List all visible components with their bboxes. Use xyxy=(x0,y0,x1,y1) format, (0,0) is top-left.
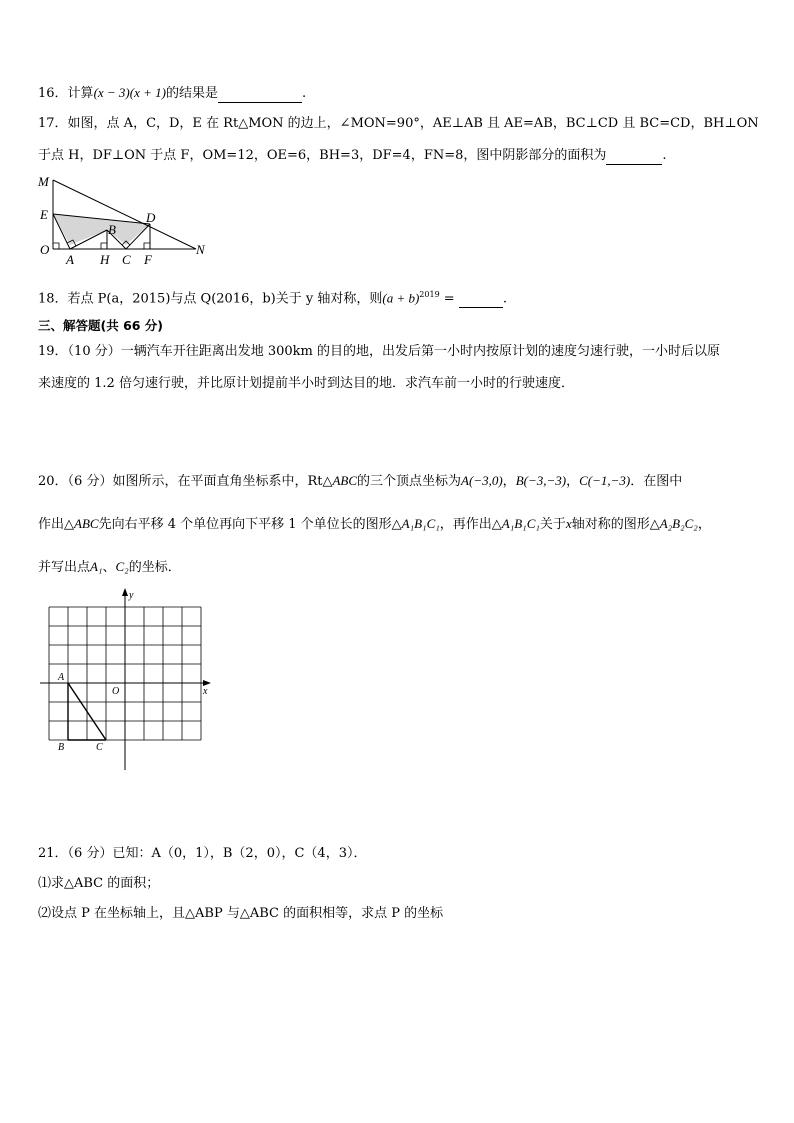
label-B: B xyxy=(108,222,116,237)
label-M: M xyxy=(38,174,49,189)
label-D: D xyxy=(146,210,156,225)
question-17-line2: 于点 H，DF⊥ON 于点 F，OM=12，OE=6，BH=3，DF=4，FN=8，图中阴影部分的面积为 . xyxy=(38,148,667,163)
question-21-line3: ⑵设点 P 在坐标轴上，且△ABP 与△ABC 的面积相等，求点 P 的坐标 xyxy=(38,906,444,921)
label-E: E xyxy=(40,207,48,222)
figure-20-grid xyxy=(36,586,216,772)
figure-17 xyxy=(36,172,216,266)
label-A: A xyxy=(66,252,74,266)
question-19-line1: 19．（10 分）一辆汽车开往距离出发地 300km 的目的地，出发后第一小时内按原计划的速度匀速行驶，一小时后以原 xyxy=(38,344,720,359)
question-20-line3: 并写出点A₁、C₂的坐标． xyxy=(38,559,181,575)
question-19-line2: 来速度的 1.2 倍匀速行驶，并比原计划提前半小时到达目的地．求汽车前一小时的行驶速度． xyxy=(38,376,574,391)
answer-blank[interactable] xyxy=(218,88,302,103)
axis-label-y: y xyxy=(129,590,134,601)
question-20-line2: 作出△ABC先向右平移 4 个单位再向下平移 1 个单位长的图形△A₁B₁C₁，再作出△A₁B₁C₁关于x轴对称的图形△A₂B₂C₂， xyxy=(38,516,711,532)
label-C: C xyxy=(96,742,103,753)
question-21-line2: ⑴求△ABC 的面积； xyxy=(38,876,160,891)
label-C: C xyxy=(122,252,131,266)
question-20-line1: 20．（6 分）如图所示，在平面直角坐标系中，Rt△ABC的三个顶点坐标为A(−3,0)，B(−3,−3)，C(−1,−3)．在图中 xyxy=(38,473,683,489)
label-A: A xyxy=(58,672,65,683)
label-O: O xyxy=(40,242,50,257)
label-B: B xyxy=(58,742,65,753)
question-16: 16．计算(x − 3)(x + 1)的结果是 . xyxy=(38,85,307,101)
answer-blank[interactable] xyxy=(606,150,662,165)
question-17-line1: 17．如图，点 A，C，D，E 在 Rt△MON 的边上，∠MON=90°，AE⊥AB 且 AE=AB，BC⊥CD 且 BC=CD，BH⊥ON xyxy=(38,116,759,131)
label-O: O xyxy=(112,686,120,697)
question-18: 18．若点 P(a，2015)与点 Q(2016，b)关于 y 轴对称，则$(a + b)^{2019}$ = . xyxy=(38,290,507,307)
section-heading: 三、解答题(共 66 分) xyxy=(38,318,164,333)
label-N: N xyxy=(196,242,205,257)
label-F: F xyxy=(144,252,152,266)
answer-blank[interactable] xyxy=(459,293,503,308)
axis-label-x: x xyxy=(203,686,208,697)
label-H: H xyxy=(100,252,110,266)
question-21-line1: 21．（6 分）已知：A（0，1），B（2，0），C（4，3）． xyxy=(38,846,367,861)
